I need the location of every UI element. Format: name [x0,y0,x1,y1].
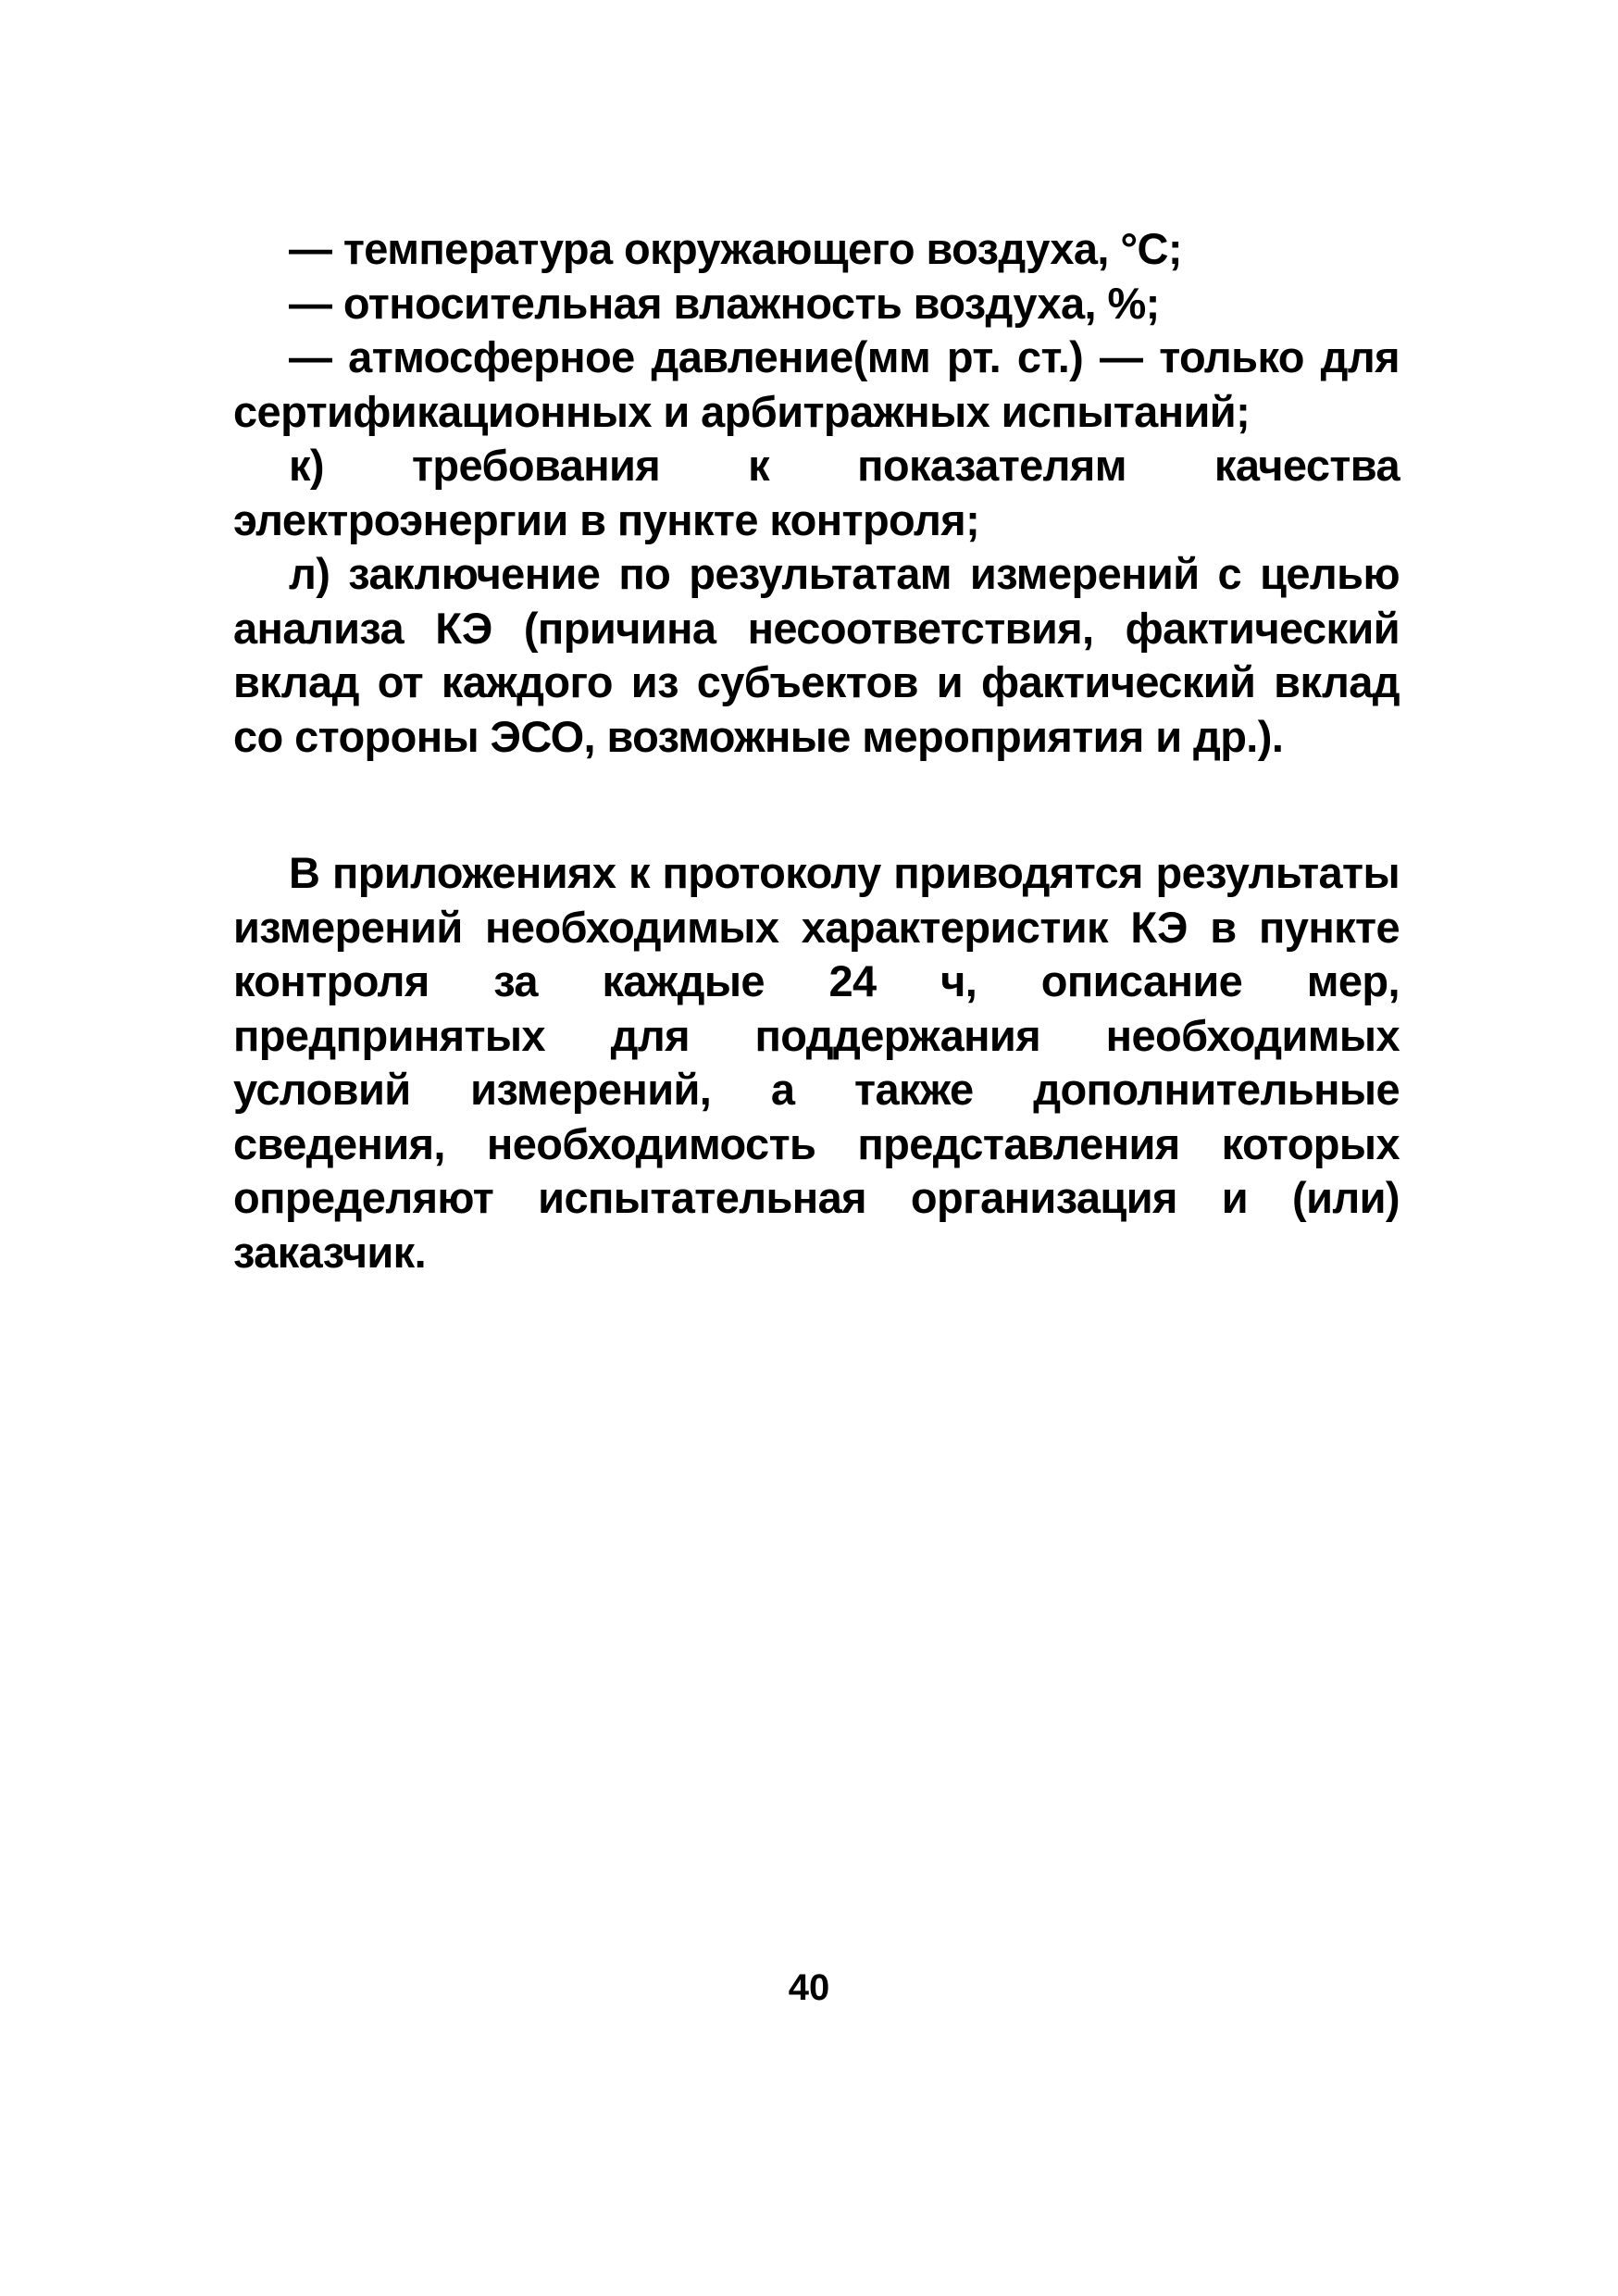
list-item-quality-requirements: к) требования к показателям качества электроэнергии в пункте контроля; [233,441,1400,544]
list-item-conclusion: л) заключение по результатам измерений с целью анализа КЭ (причина несоответствия, фактический вклад от каждого из субъектов и фактический вклад со стороны ЭСО, возможные мероприятия и др.). [233,549,1400,761]
list-item-air-temperature: — температура окружающего воздуха, °С; [289,224,1182,273]
appendices-paragraph-block [233,846,1400,1279]
page-number: 40 [788,1967,830,2008]
requirements-list [233,222,1400,764]
list-item-relative-humidity: — относительная влажность воздуха, %; [289,278,1160,328]
appendices-paragraph: В приложениях к протоколу приводятся результаты измерений необходимых характеристик КЭ в пункте контроля за каждые 24 ч, описание мер, предпринятых для поддержания необходимых условий измерений, а также дополнительные сведения, необходимость представления которых определяют испытательная организация и (или) заказчик. [233,848,1400,1277]
list-item-atmospheric-pressure: — атмосферное давление(мм рт. ст.) — только для сертификационных и арбитражных испытаний; [233,332,1400,436]
